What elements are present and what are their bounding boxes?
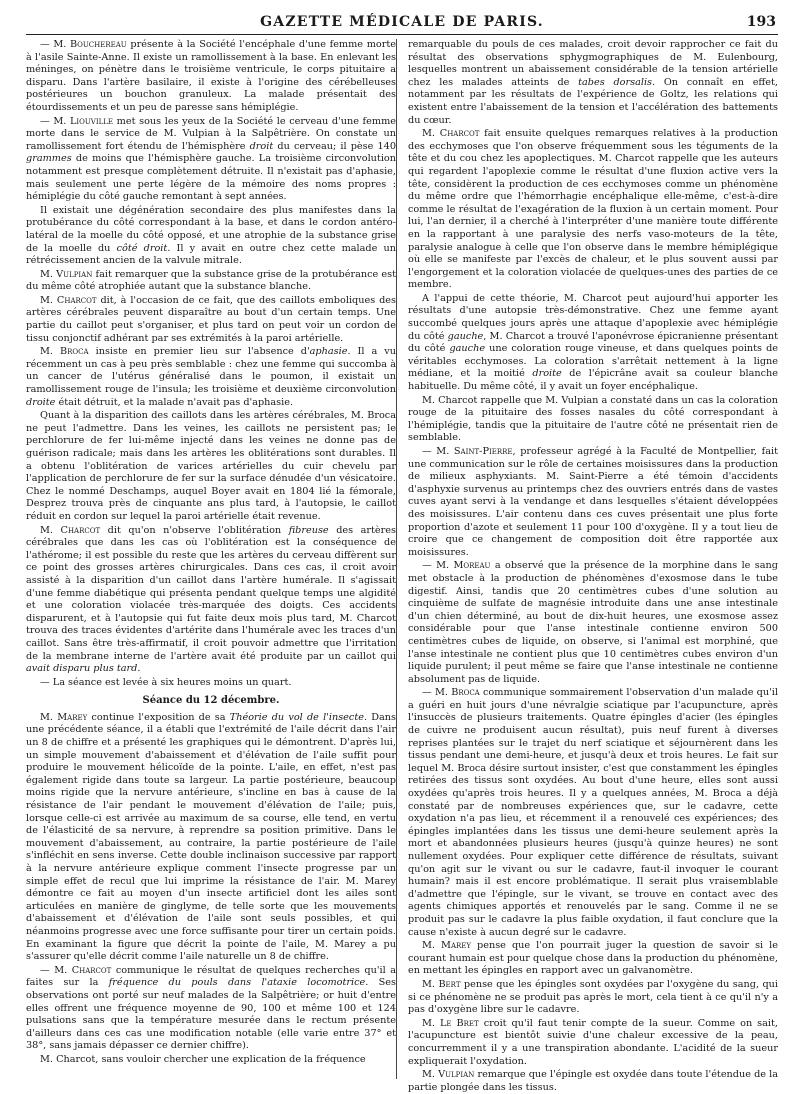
speaker-name: Vulpian <box>438 1069 475 1081</box>
text-run: M. <box>40 346 61 358</box>
emphasis-text: fibreuse <box>288 524 329 536</box>
paragraph <box>26 295 396 345</box>
emphasis-text: droite <box>532 368 562 380</box>
text-run: des artères cérébrales que dans les cas où l'oblitération est la conséquence de l'athérome; il est possible du reste que les artères du cerveau diffèrent sur ce point des grosses artères chirurgicales. Dans ces cas, il croit avoir assisté à la disparition d'un caillot dans l'artère humérale. Il s'agissait d'une femme diabétique qui présenta pendant quelque temps une algidité et une coloration violacée très-marquée des doigts. Ces accidents disparurent, et à l'autopsie qui fut faite deux mois plus tard, M. Charcot trouva des traces évidentes d'artérite dans l'humérale avec les traces d'un caillot. Sans être très-affirmatif, il croit pouvoir admettre que l'irritation de la membrane interne de l'artère avait été produite par un caillot qui <box>26 524 396 662</box>
text-run: . Il y avait en outre chez cette malade un rétrécissement ancien de la valvule mitrale. <box>26 242 397 267</box>
text-run: Quant à la disparition des caillots dans les artères cérébrales, M. Broca ne peut l'admettre. Dans les veines, les caillots ne persistent pas; le perchlorure de fer lui-même injecté dans les veines ne donne pas de guérison radicale; mais dans les artères les oblitérations sont durables. Il a obtenu l'oblitération de varices artérielles du cuir chevelu par l'application de perchlorure de fer sur la surface dénudée d'un vésicatoire. Chez le nommé Deschamps, auquel Boyer avait en 1804 lié la fémorale, Desprez trouva près de cinquante ans plus tard, à l'autopsie, le caillot réduit en cordon sur lequel la paroi artérielle était revenue. <box>26 410 396 522</box>
paragraph <box>26 269 396 294</box>
left-column <box>26 39 396 1079</box>
text-run: — M. <box>40 115 70 127</box>
paragraph <box>408 940 778 978</box>
text-run: , M. Charcot a trouvé l'aponévrose épicranienne présentant du côté <box>408 330 779 355</box>
emphasis-text: gauche <box>449 343 486 355</box>
paragraph <box>26 712 396 964</box>
running-title: GAZETTE MÉDICALE DE PARIS. <box>260 14 544 30</box>
text-run: une coloration rouge vineuse, et dans quelques points de véritables ecchymoses. La coloration s'arrêtait nettement à la ligne médiane, et la moitié <box>408 343 779 380</box>
text-run: met sous les yeux de la Société le cerveau d'une femme morte dans le service de M. Vulpian à la Salpêtrière. On constate un ramollissement fort étendu de l'hémisphère <box>26 115 396 152</box>
text-run: remarque que l'épingle est oxydée dans toute l'étendue de la partie plongée dans les tissus. <box>408 1069 778 1093</box>
paragraph <box>26 346 396 409</box>
text-run: était détruit, et la malade n'avait pas d'aphasie. <box>55 396 294 408</box>
text-run: communique le résultat de quelques recherches qu'il a faites sur la <box>26 964 396 989</box>
speaker-name: Marey <box>57 711 88 723</box>
paragraph <box>26 525 396 676</box>
paragraph <box>408 687 778 939</box>
text-columns <box>26 39 779 1093</box>
speaker-name: Vulpian <box>56 268 93 280</box>
paragraph <box>408 293 778 394</box>
section-heading: Séance du 12 décembre. <box>142 695 280 707</box>
emphasis-text: côté droit <box>116 242 168 254</box>
emphasis-text: fréquence du pouls dans l'ataxie locomotrice <box>108 977 366 989</box>
speaker-name: Charcot <box>71 964 112 976</box>
text-run: M. <box>40 711 58 723</box>
text-run: M. Charcot, sans vouloir chercher une explication de la fréquence <box>40 1053 366 1065</box>
text-run: M. <box>40 268 57 280</box>
text-run: pense que l'on pourrait juger la question de savoir si le courant humain est pour quelque chose dans la production du phénomène, en mettant les épingles en rapport avec un galvanomètre. <box>408 940 778 977</box>
text-run: M. <box>40 524 61 536</box>
text-run: dit, à l'occasion de ce fait, que des caillots emboliques des artères cérébrales peuvent disparaître au bout d'un certain temps. Une partie du caillot peut s'organiser, et plus tard on peut voir un cordon de tissu conjonctif adhérant par ses extrémités à la paroi artérielle. <box>26 294 397 344</box>
text-run: a observé que la présence de la morphine dans le sang met obstacle à la production de phénomènes d'exosmose dans le tube digestif. Ainsi, tandis que 20 centimètres cubes d'une solution au cinquième de sulfate de magnésie introduite dans une anse intestinale d'un chien déterminé, au bout de dix-huit heures, une exosmose assez considérable pour que l'anse intestinale contienne environ 500 centimètres cubes de liquide, on observe, si l'animal est morphiné, que l'anse intestinale ne contient plus que 10 centimètres cubes environ d'un liquide purulent; il peut même se faire que l'anse intestinale ne contienne absolument pas de liquide. <box>408 560 778 685</box>
paragraph <box>26 116 396 204</box>
speaker-name: Saint-Pierre <box>453 446 513 457</box>
text-run: pense que les épingles sont oxydées par l'oxygène du sang, qui si ce phénomène ne se produit pas après le mort, cela tient à ce qu'il n'y a pas d'oxygène libre sur le cadavre. <box>408 978 779 1016</box>
text-run: fait ensuite quelques remarques relatives à la production des ecchymoses que l'on observe fréquemment sous les téguments de la tête et du cou chez les apoplectiques. M. Charcot rappelle que les auteurs qui regardent l'apoplexie comme le résultat d'une fluxion active vers la tête, considèrent la production de ces ecchymoses comme un phénomène du même ordre que l'hémorrhagie encéphalique elle-même, c'est-à-dire comme le résultat de l'exagération de la fluxion à un certain moment. Pour lui, l'an dernier, il a cherché à l'interpréter d'une manière toute différente en la rapportant à une paralysie des nerfs vaso-moteurs de la tête, paralysie analogue à celle que l'on observe dans le membre hémiplégique où elle se manifeste par l'excès de chaleur, et le plus souvent aussi par l'engorgement et la coloration violacée de quelques-unes des parties de ce membre. <box>408 128 779 291</box>
text-run: de moins que l'hémisphère gauche. La troisième circonvolution notamment est presque complètement détruite. Il n'existait pas d'aphasie, mais seulement une perte légère de la mémoire des noms propres : hémiplégie du côté gauche remontant à sept années. <box>26 153 396 203</box>
text-run: . On connaît en effet, notamment par les résultats de l'expérience de Goltz, les relations qui existent entre l'abaissement de la tension et l'accélération des battements du cœur. <box>408 76 779 126</box>
paragraph <box>408 446 778 559</box>
emphasis-text: Théorie du vol de l'insecte <box>229 711 364 723</box>
speaker-name: Charcot <box>56 294 97 306</box>
text-run: A l'appui de cette théorie, M. Charcot peut aujourd'hui apporter les résultats d'une autopsie très-démonstrative. Chez une femme ayant succombé quelques jours après une attaque d'apoplexie avec hémiplégie du côté <box>408 292 778 342</box>
page-number: 193 <box>746 14 776 30</box>
text-run: M. <box>40 294 57 306</box>
text-run: continue l'exposition de sa <box>87 711 230 723</box>
text-run: — M. <box>422 560 454 572</box>
paragraph <box>408 395 778 445</box>
text-run: M. <box>422 978 439 990</box>
speaker-name: Liouville <box>69 115 114 127</box>
text-run: . <box>137 663 141 675</box>
paragraph <box>26 965 396 1053</box>
column-divider <box>396 39 397 1079</box>
speaker-name: Bert <box>438 978 461 990</box>
text-run: , professeur agrégé à la Faculté de Montpellier, fait une communication sur le rôle de certaines moisissures dans la production de milieux asphyxiants. M. Saint-Pierre a été témoin d'accidents d'asphyxie survenus au printemps chez des ouvriers entrés dans de vastes cuves ayant servi à la vendange et dans lesquelles s'étaient développées des moisissures. L'air contenu dans ces cuves présentait une plus forte proportion d'azote et seulement 11 pour 100 d'oxygène. Il y a tout lieu de croire que ce changement de composition doit être rapportée aux moisissures. <box>408 446 778 558</box>
emphasis-text: gauche <box>447 330 484 342</box>
text-run: — M. <box>422 446 454 457</box>
emphasis-text: grammes <box>26 153 72 165</box>
text-run: M. <box>422 128 440 140</box>
text-run: de l'épicrâne avait sa couleur blanche habituelle. Du même côté, il y avait un foyer encéphalique. <box>408 368 778 393</box>
speaker-name: Le Bret <box>440 1017 479 1029</box>
text-run: présente à la Société l'encéphale d'une femme morte à l'asile Sainte-Anne. Il existe un ramollissement à la base. En enlevant les méninges, on pénètre dans le troisième ventricule, le corps pituitaire a disparu. Dans l'artère basilaire, il existe à l'origine des cérébelleuses postérieures un bouchon granuleux. La malade présentait des étourdissements et un peu de paresse sans hémiplégie. <box>26 39 396 113</box>
emphasis-text: droite <box>26 396 56 408</box>
right-column <box>408 39 779 1093</box>
emphasis-text: tabes dorsalis <box>578 76 653 88</box>
text-run: M. Charcot rappelle que M. Vulpian a constaté dans un cas la coloration rouge de la pituitaire des fosses nasales du côté correspondant à l'hémiplégie, tandis que la pituitaire de l'autre côté ne présentait rien de semblable. <box>408 394 778 444</box>
text-run: Il existait une dégénération secondaire des plus manifestes dans la protubérance du côté correspondant à la base, et dans le cordon antéro-latéral de la moelle du côté opposé, et une atrophie de la substance grise de la moelle du <box>26 204 396 254</box>
speaker-name: Charcot <box>60 524 101 536</box>
paragraph <box>408 979 778 1017</box>
text-run: . Ses observations ont porté sur neuf malades de la Salpêtrière; or huit d'entre elles offrent une fréquence moyenne de 90, 100 et même 100 et 124 pulsations sans que la température mesurée dans le rectum présente d'ailleurs dans ces cas une modification notable (elle varie entre 37° et 38°, sans jamais dépasser ce dernier chiffre). <box>26 977 396 1052</box>
speaker-name: Broca <box>60 346 89 358</box>
speaker-name: Charcot <box>439 128 480 140</box>
text-run: dit qu'on n'observe l'oblitération <box>100 524 289 536</box>
text-run: croit qu'il faut tenir compte de la sueur. Comme on sait, l'acupuncture est bientôt suivie d'une chaleur excessive de la peau, concurremment il y a une transpiration abondante. L'acidité de la sueur expliquerait l'oxydation. <box>408 1017 778 1067</box>
text-run: . Dans une précédente séance, il a établi que l'extrémité de l'aile décrit dans l'air un 8 de chiffre et a présenté les graphiques qui le démontrent. D'après lui, un simple mouvement d'abaissement et d'élévation de l'aile suffit pour produire le mouvement hélicoïde de la pointe. L'aile, en effet, n'est pas également rigide dans toute sa largeur. La partie postérieure, beaucoup moins rigide que la nervure antérieure, s'incline en bas à cause de la résistance de l'air pendant le mouvement d'élévation de l'aile; puis, lorsque celle-ci est arrivée au maximum de sa course, elle tend, en vertu de l'élasticité de sa nervure, à reprendre sa position primitive. Dans le mouvement d'abaissement, au contraire, la partie postérieure de l'aile s'infléchit en sens inverse. Cette double inclinaison successive par rapport à la nervure antérieure explique comment l'insecte progresse par un simple effet de recul que lui imprime la résistance de l'air. M. Marey démontre ce fait au moyen d'un insecte artificiel dont les ailes sont articulées en manière de ginglyme, de telle sorte que les mouvements d'abaissement et d'élévation de l'aile sont seuls possibles, et qui néanmoins progresse avec une force suffisante pour tirer un certain poids. En examinant la figure que décrit la pointe de l'aile, M. Marey a pu s'assurer qu'elle décrit comme l'aile naturelle un 8 de chiffre. <box>26 711 397 963</box>
paragraph <box>26 1054 396 1067</box>
text-run: — M. <box>40 39 71 50</box>
text-run: — M. <box>422 687 452 699</box>
text-run: insiste en premier lieu sur l'absence d' <box>88 346 310 358</box>
text-run: M. <box>422 940 442 952</box>
paragraph <box>26 205 396 268</box>
paragraph <box>26 410 396 523</box>
text-run: — La séance est levée à six heures moins un quart. <box>40 676 292 688</box>
paragraph <box>408 1018 778 1068</box>
text-run: communique sommairement l'observation d'un malade qu'il a guéri en huit jours d'une névralgie sciatique par l'acupuncture, après l'insuccès de plusieurs traitements. Quatre épingles d'acier (les épingles de cuivre ne produisent aucun résultat), puis neuf furent à diverses reprises plantées sur le trajet du nerf sciatique et séjournèrent dans les tissus pendant une demi-heure, et jusqu'à deux et trois heures. Le fait sur lequel M. Broca désire surtout insister, c'est que constamment les épingles retirées des tissus sont oxydées. Au bout d'une heure, elles sont aussi oxydées qu'après trois heures. Il y a quelques années, M. Broca a déjà constaté par de nombreuses expériences que, sur le cadavre, cette oxydation n'a pas lieu, et récemment il a renouvelé ces expériences; des épingles implantées dans les tissus une demi-heure seulement après la mort et abandonnées plusieurs heures (jusqu'à quinze heures) ne sont nullement oxydées. Pour expliquer cette différence de résultats, suivant qu'on agit sur le vivant ou sur le cadavre, faut-il invoquer le courant humain? mais il est encore problématique. Il serait plus vraisemblable d'admettre que l'épingle, sur le vivant, se trouve en contact avec des agents chimiques apportés et renouvelés par le sang. Comme il ne se produit pas sur le cadavre la plus faible oxydation, il faut conclure que la cause n'existe à aucun degré sur le cadavre. <box>408 687 778 938</box>
speaker-name: Broca <box>451 687 480 699</box>
speaker-name: Bouchereau <box>70 39 127 50</box>
text-run: du cerveau; il pèse 140 <box>273 140 396 152</box>
emphasis-text: avait disparu plus tard <box>26 663 138 675</box>
text-run: . Il a vu récemment un cas à peu près semblable : chez une femme qui succomba à un cancer de l'utérus généralisé dans le poumon, il existait un ramollissement rouge de l'insula; les troisième et deuxième circonvolution <box>26 346 397 396</box>
paragraph <box>408 39 778 127</box>
text-run: M. <box>422 1069 439 1081</box>
emphasis-text: droit <box>249 140 274 152</box>
paragraph <box>408 1069 778 1094</box>
paragraph <box>26 39 396 115</box>
journal-page <box>26 10 779 1093</box>
text-run: fait remarquer que la substance grise de la protubérance est du même côté atrophiée autant que la substance blanche. <box>26 268 397 293</box>
emphasis-text: aphasie <box>309 346 348 358</box>
paragraph <box>408 128 778 292</box>
text-run: remarquable du pouls de ces malades, croit devoir rapprocher ce fait du résultat des observations sphygmographiques de M. Eulenbourg, lesquelles montrent un abaissement considérable de la tension artérielle chez les malades atteints de <box>408 39 778 88</box>
paragraph <box>26 677 396 690</box>
text-run: — M. <box>40 964 72 976</box>
paragraph <box>408 560 778 686</box>
speaker-name: Moreau <box>453 560 491 572</box>
text-run: M. <box>422 1017 440 1029</box>
page-header <box>26 10 778 35</box>
speaker-name: Marey <box>441 940 472 952</box>
